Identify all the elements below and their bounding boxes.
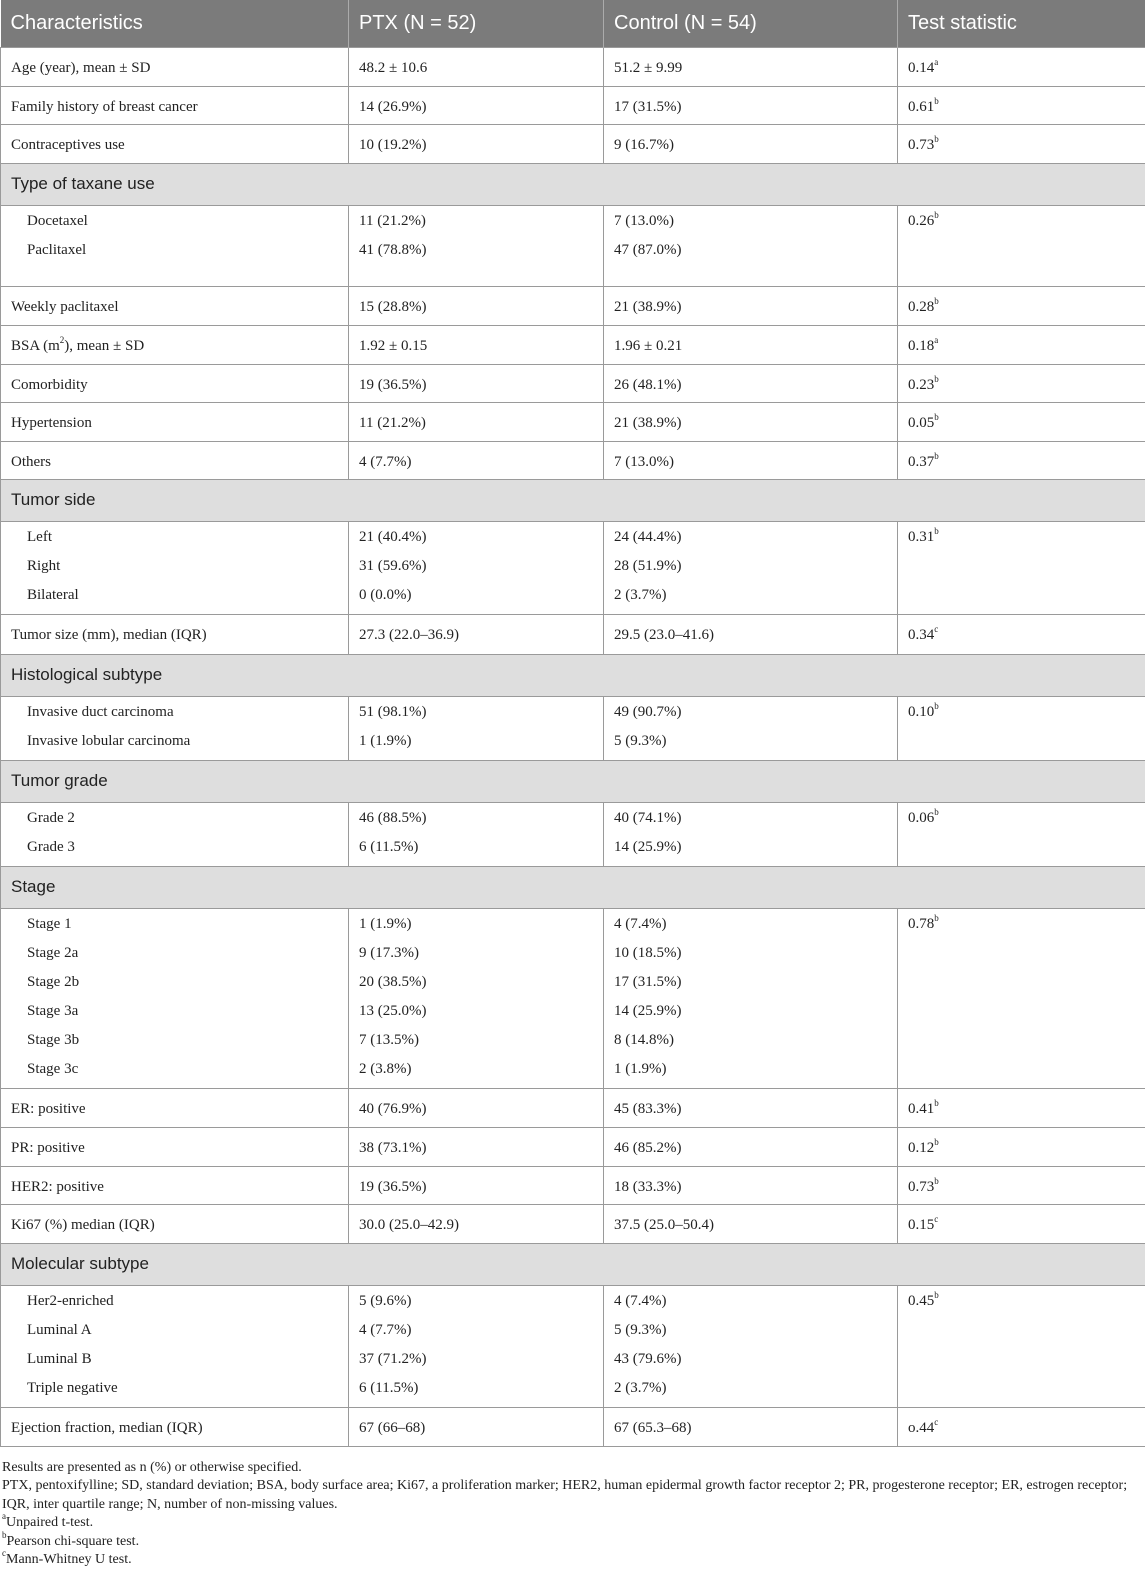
table-row-comorbidity — [1, 364, 1145, 402]
ptx-invasive-lobular: 1 (1.9%) — [359, 731, 593, 760]
ptx-her2-enriched: 5 (9.6%) — [359, 1291, 593, 1320]
footnote-c-marker: c — [2, 1548, 6, 1558]
stat-value: 0.18 — [908, 338, 934, 354]
labels-stage — [1, 908, 349, 1088]
stat-histological — [898, 696, 1145, 760]
stat-value: 0.73 — [908, 1179, 934, 1195]
stat-tumor-side — [898, 521, 1145, 614]
control-molecular — [604, 1285, 898, 1407]
table-row-stage — [1, 908, 1145, 1088]
footnote-marker: b — [934, 96, 939, 106]
footnote-marker: b — [934, 1176, 939, 1186]
label-invasive-duct: Invasive duct carcinoma — [11, 702, 338, 731]
ptx-stage-1: 1 (1.9%) — [359, 914, 593, 943]
control-her2-enriched: 4 (7.4%) — [614, 1291, 887, 1320]
label-stage-2a: Stage 2a — [11, 943, 338, 972]
label-triple-negative: Triple negative — [11, 1378, 338, 1407]
control-bilateral: 2 (3.7%) — [614, 585, 887, 614]
stat-value: 0.12 — [908, 1140, 934, 1156]
table-row-molecular — [1, 1285, 1145, 1407]
header-ptx: PTX (N = 52) — [349, 0, 604, 47]
label-her2-enriched: Her2-enriched — [11, 1291, 338, 1320]
table-row-er — [1, 1088, 1145, 1127]
footnote-a — [2, 1514, 1135, 1533]
ptx-age: 48.2 ± 10.6 — [349, 47, 604, 86]
control-tumor-side — [604, 521, 898, 614]
control-paclitaxel: 47 (87.0%) — [614, 240, 887, 269]
control-hypertension: 21 (38.9%) — [604, 402, 898, 441]
footnote-marker: b — [934, 374, 939, 384]
control-pr: 46 (85.2%) — [604, 1127, 898, 1166]
stat-contraceptives — [898, 124, 1145, 163]
label-luminal-a: Luminal A — [11, 1320, 338, 1349]
stat-value: 0.78 — [908, 916, 934, 932]
ptx-right: 31 (59.6%) — [359, 556, 593, 585]
control-er: 45 (83.3%) — [604, 1088, 898, 1127]
stat-value: 0.10 — [908, 704, 934, 720]
stat-pr — [898, 1127, 1145, 1166]
control-stage-2a: 10 (18.5%) — [614, 943, 887, 972]
labels-histological — [1, 696, 349, 760]
footnote-a-marker: a — [2, 1511, 6, 1521]
ptx-stage-3b: 7 (13.5%) — [359, 1030, 593, 1059]
table-row-bsa — [1, 325, 1145, 364]
footnote-marker: b — [934, 1137, 939, 1147]
control-stage-3c: 1 (1.9%) — [614, 1059, 887, 1088]
stat-tumor-size — [898, 614, 1145, 654]
table-row-contraceptives — [1, 124, 1145, 163]
label-docetaxel: Docetaxel — [11, 211, 338, 240]
ptx-stage-2b: 20 (38.5%) — [359, 972, 593, 1001]
ptx-docetaxel: 11 (21.2%) — [359, 211, 593, 240]
control-age: 51.2 ± 9.99 — [604, 47, 898, 86]
footnote-a-text: Unpaired t-test. — [6, 1515, 93, 1530]
ptx-stage — [349, 908, 604, 1088]
ptx-taxane — [349, 205, 604, 286]
label-ki67: Ki67 (%) median (IQR) — [1, 1204, 349, 1243]
stat-ejection-fraction — [898, 1407, 1145, 1446]
section-row-tumor-side — [1, 479, 1145, 521]
label-stage-2b: Stage 2b — [11, 972, 338, 1001]
control-luminal-b: 43 (79.6%) — [614, 1349, 887, 1378]
ptx-er: 40 (76.9%) — [349, 1088, 604, 1127]
label-stage-3c: Stage 3c — [11, 1059, 338, 1088]
section-heading-tumor-side: Tumor side — [1, 479, 1145, 521]
labels-tumor-grade — [1, 802, 349, 866]
control-stage-2b: 17 (31.5%) — [614, 972, 887, 1001]
control-tumor-size: 29.5 (23.0–41.6) — [604, 614, 898, 654]
control-weekly-paclitaxel: 21 (38.9%) — [604, 286, 898, 325]
control-grade-2: 40 (74.1%) — [614, 808, 887, 837]
control-taxane — [604, 205, 898, 286]
section-row-molecular — [1, 1243, 1145, 1285]
label-stage-3b: Stage 3b — [11, 1030, 338, 1059]
stat-value: 0.14 — [908, 60, 934, 76]
control-others: 7 (13.0%) — [604, 441, 898, 479]
stat-value: 0.34 — [908, 627, 934, 643]
ptx-stage-2a: 9 (17.3%) — [359, 943, 593, 972]
label-bsa — [1, 325, 349, 364]
ptx-comorbidity: 19 (36.5%) — [349, 364, 604, 402]
ptx-bilateral: 0 (0.0%) — [359, 585, 593, 614]
footnote-marker: b — [934, 701, 939, 711]
header-control: Control (N = 54) — [604, 0, 898, 47]
ptx-left: 21 (40.4%) — [359, 527, 593, 556]
stat-bsa — [898, 325, 1145, 364]
ptx-stage-3a: 13 (25.0%) — [359, 1001, 593, 1030]
label-pr: PR: positive — [1, 1127, 349, 1166]
stat-value: 0.06 — [908, 810, 934, 826]
ptx-paclitaxel: 41 (78.8%) — [359, 240, 593, 269]
ptx-grade-2: 46 (88.5%) — [359, 808, 593, 837]
table-row-pr — [1, 1127, 1145, 1166]
stat-er — [898, 1088, 1145, 1127]
ptx-her2: 19 (36.5%) — [349, 1166, 604, 1204]
ptx-ejection-fraction: 67 (66–68) — [349, 1407, 604, 1446]
table-header-row — [1, 0, 1145, 47]
stat-her2 — [898, 1166, 1145, 1204]
table-row-taxane — [1, 205, 1145, 286]
control-bsa: 1.96 ± 0.21 — [604, 325, 898, 364]
section-heading-taxane: Type of taxane use — [1, 163, 1145, 205]
footnote-c — [2, 1551, 1135, 1570]
table-row-ki67 — [1, 1204, 1145, 1243]
section-heading-molecular: Molecular subtype — [1, 1243, 1145, 1285]
stat-family-history — [898, 86, 1145, 124]
footnote-marker: b — [934, 134, 939, 144]
control-right: 28 (51.9%) — [614, 556, 887, 585]
ptx-grade-3: 6 (11.5%) — [359, 837, 593, 866]
footnote-b-text: Pearson chi-square test. — [7, 1534, 140, 1549]
footnote-marker: b — [934, 1098, 939, 1108]
section-row-taxane — [1, 163, 1145, 205]
table-row-ejection-fraction — [1, 1407, 1145, 1446]
ptx-ki67: 30.0 (25.0–42.9) — [349, 1204, 604, 1243]
control-ki67: 37.5 (25.0–50.4) — [604, 1204, 898, 1243]
control-left: 24 (44.4%) — [614, 527, 887, 556]
footnote-marker: b — [934, 296, 939, 306]
stat-value: 0.31 — [908, 529, 934, 545]
control-invasive-duct: 49 (90.7%) — [614, 702, 887, 731]
stat-value: 0.41 — [908, 1101, 934, 1117]
ptx-others: 4 (7.7%) — [349, 441, 604, 479]
stat-age — [898, 47, 1145, 86]
section-heading-tumor-grade: Tumor grade — [1, 760, 1145, 802]
control-ejection-fraction: 67 (65.3–68) — [604, 1407, 898, 1446]
footnote-marker: c — [934, 624, 938, 634]
ptx-tumor-side — [349, 521, 604, 614]
label-bilateral: Bilateral — [11, 585, 338, 614]
label-bsa-part2: ), mean ± SD — [64, 338, 144, 354]
stat-value: o.44 — [908, 1420, 934, 1436]
stat-value: 0.26 — [908, 213, 934, 229]
stat-value: 0.37 — [908, 454, 934, 470]
label-er: ER: positive — [1, 1088, 349, 1127]
table-row-tumor-side — [1, 521, 1145, 614]
control-her2: 18 (33.3%) — [604, 1166, 898, 1204]
footnote-marker: b — [934, 412, 939, 422]
label-tumor-size: Tumor size (mm), median (IQR) — [1, 614, 349, 654]
footnote-marker: b — [934, 451, 939, 461]
ptx-pr: 38 (73.1%) — [349, 1127, 604, 1166]
control-histological — [604, 696, 898, 760]
header-test-statistic: Test statistic — [898, 0, 1145, 47]
label-weekly-paclitaxel: Weekly paclitaxel — [1, 286, 349, 325]
control-stage-1: 4 (7.4%) — [614, 914, 887, 943]
section-row-stage — [1, 866, 1145, 908]
note-abbreviations: PTX, pentoxifylline; SD, standard deviation; BSA, body surface area; Ki67, a proliferation marker; HER2, human epidermal growth factor receptor 2; PR, progesterone receptor; ER, estrogen receptor; IQR, inter quartile range; N, number of non-missing values. — [2, 1477, 1135, 1514]
note-results: Results are presented as n (%) or otherwise specified. — [2, 1459, 1135, 1478]
stat-value: 0.61 — [908, 99, 934, 115]
stat-ki67 — [898, 1204, 1145, 1243]
label-contraceptives: Contraceptives use — [1, 124, 349, 163]
table-row-age — [1, 47, 1145, 86]
label-invasive-lobular: Invasive lobular carcinoma — [11, 731, 338, 760]
control-stage — [604, 908, 898, 1088]
footnote-c-text: Mann-Whitney U test. — [6, 1552, 132, 1567]
label-bsa-exponent: 2 — [60, 335, 65, 345]
ptx-bsa: 1.92 ± 0.15 — [349, 325, 604, 364]
ptx-weekly-paclitaxel: 15 (28.8%) — [349, 286, 604, 325]
label-family-history: Family history of breast cancer — [1, 86, 349, 124]
labels-tumor-side — [1, 521, 349, 614]
ptx-luminal-b: 37 (71.2%) — [359, 1349, 593, 1378]
label-grade-3: Grade 3 — [11, 837, 338, 866]
stat-value: 0.05 — [908, 415, 934, 431]
label-stage-3a: Stage 3a — [11, 1001, 338, 1030]
section-row-histological — [1, 654, 1145, 696]
footnote-marker: c — [934, 1417, 938, 1427]
labels-taxane — [1, 205, 349, 286]
stat-comorbidity — [898, 364, 1145, 402]
control-family-history: 17 (31.5%) — [604, 86, 898, 124]
label-luminal-b: Luminal B — [11, 1349, 338, 1378]
ptx-luminal-a: 4 (7.7%) — [359, 1320, 593, 1349]
control-invasive-lobular: 5 (9.3%) — [614, 731, 887, 760]
table-row-tumor-grade — [1, 802, 1145, 866]
ptx-triple-negative: 6 (11.5%) — [359, 1378, 593, 1407]
control-docetaxel: 7 (13.0%) — [614, 211, 887, 240]
footnote-marker: a — [934, 335, 938, 345]
section-row-tumor-grade — [1, 760, 1145, 802]
footnote-marker: b — [934, 913, 939, 923]
table-row-others — [1, 441, 1145, 479]
footnote-marker: b — [934, 210, 939, 220]
control-stage-3a: 14 (25.9%) — [614, 1001, 887, 1030]
stat-value: 0.28 — [908, 299, 934, 315]
label-right: Right — [11, 556, 338, 585]
stat-value: 0.23 — [908, 377, 934, 393]
ptx-tumor-grade — [349, 802, 604, 866]
label-stage-1: Stage 1 — [11, 914, 338, 943]
control-tumor-grade — [604, 802, 898, 866]
control-triple-negative: 2 (3.7%) — [614, 1378, 887, 1407]
ptx-stage-3c: 2 (3.8%) — [359, 1059, 593, 1088]
ptx-hypertension: 11 (21.2%) — [349, 402, 604, 441]
label-her2: HER2: positive — [1, 1166, 349, 1204]
control-luminal-a: 5 (9.3%) — [614, 1320, 887, 1349]
stat-taxane — [898, 205, 1145, 286]
footnote-marker: a — [934, 57, 938, 67]
ptx-invasive-duct: 51 (98.1%) — [359, 702, 593, 731]
footnote-marker: b — [934, 1290, 939, 1300]
stat-value: 0.73 — [908, 137, 934, 153]
table-row-tumor-size — [1, 614, 1145, 654]
table-row-family-history — [1, 86, 1145, 124]
ptx-contraceptives: 10 (19.2%) — [349, 124, 604, 163]
table-row-hypertension — [1, 402, 1145, 441]
table-row-weekly-paclitaxel — [1, 286, 1145, 325]
stat-hypertension — [898, 402, 1145, 441]
stat-value: 0.15 — [908, 1217, 934, 1233]
table-row-her2 — [1, 1166, 1145, 1204]
footnote-marker: b — [934, 526, 939, 536]
stat-value: 0.45 — [908, 1293, 934, 1309]
label-grade-2: Grade 2 — [11, 808, 338, 837]
table-footnotes — [0, 1447, 1145, 1570]
footnote-marker: c — [934, 1214, 938, 1224]
label-comorbidity: Comorbidity — [1, 364, 349, 402]
footnote-marker: b — [934, 807, 939, 817]
label-others: Others — [1, 441, 349, 479]
section-heading-stage: Stage — [1, 866, 1145, 908]
stat-others — [898, 441, 1145, 479]
stat-molecular — [898, 1285, 1145, 1407]
stat-tumor-grade — [898, 802, 1145, 866]
label-paclitaxel: Paclitaxel — [11, 240, 338, 269]
control-stage-3b: 8 (14.8%) — [614, 1030, 887, 1059]
label-age: Age (year), mean ± SD — [1, 47, 349, 86]
label-hypertension: Hypertension — [1, 402, 349, 441]
stat-stage — [898, 908, 1145, 1088]
label-ejection-fraction: Ejection fraction, median (IQR) — [1, 1407, 349, 1446]
header-characteristics: Characteristics — [1, 0, 349, 47]
label-left: Left — [11, 527, 338, 556]
label-bsa-part1: BSA (m — [11, 338, 60, 354]
ptx-molecular — [349, 1285, 604, 1407]
control-contraceptives: 9 (16.7%) — [604, 124, 898, 163]
footnote-b-marker: b — [2, 1530, 7, 1540]
control-grade-3: 14 (25.9%) — [614, 837, 887, 866]
stat-weekly-paclitaxel — [898, 286, 1145, 325]
ptx-family-history: 14 (26.9%) — [349, 86, 604, 124]
section-heading-histological: Histological subtype — [1, 654, 1145, 696]
table-row-histological — [1, 696, 1145, 760]
ptx-histological — [349, 696, 604, 760]
labels-molecular — [1, 1285, 349, 1407]
ptx-tumor-size: 27.3 (22.0–36.9) — [349, 614, 604, 654]
control-comorbidity: 26 (48.1%) — [604, 364, 898, 402]
footnote-b — [2, 1533, 1135, 1552]
